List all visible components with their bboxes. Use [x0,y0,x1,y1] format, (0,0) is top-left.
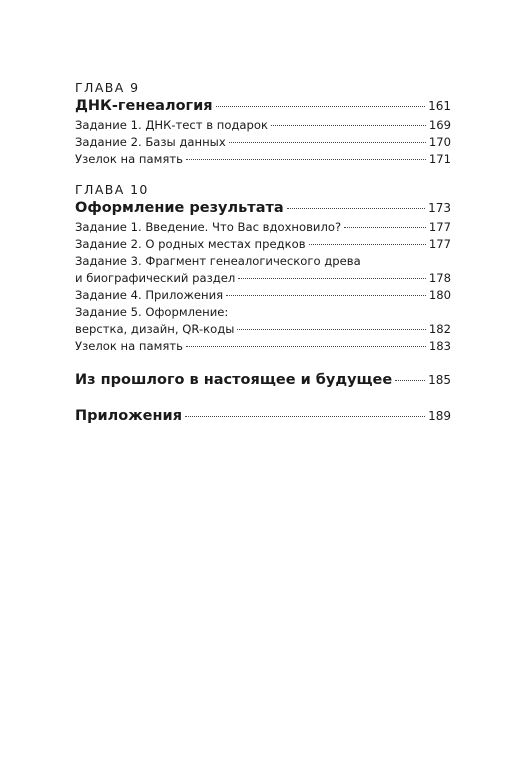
entry-title: Задание 1. ДНК-тест в подарок [75,118,268,132]
page-number: 185 [428,373,451,387]
chapter-10 [75,182,451,355]
page-number: 177 [428,220,451,234]
toc-entry[interactable] [75,287,451,304]
dot-leader [395,380,425,381]
dot-leader [186,159,426,160]
page-number: 189 [428,409,451,423]
chapter-9 [75,80,451,168]
chapter-title: Оформление результата [75,200,284,216]
chapter-label: ГЛАВА 9 [75,80,140,95]
page-number: 182 [428,322,451,336]
toc-entry[interactable] [75,117,451,134]
section-heading-future[interactable] [75,369,451,391]
entry-title: Узелок на память [75,152,183,166]
page-number: 173 [428,201,451,215]
toc-entry[interactable] [75,338,451,355]
dot-leader [344,227,426,228]
dot-leader [185,416,425,417]
entry-title-line1: Задание 3. Фрагмент генеалогического древа [75,254,361,268]
table-of-contents [75,80,451,427]
entry-title: Задание 1. Введение. Что Вас вдохновило? [75,220,342,234]
chapter-label: ГЛАВА 10 [75,182,149,197]
page-number: 161 [428,99,451,113]
dot-leader [237,329,425,330]
entry-title: Узелок на память [75,339,183,353]
dot-leader [238,278,426,279]
dot-leader [226,295,426,296]
dot-leader [309,244,426,245]
dot-leader [287,208,425,209]
dot-leader [216,106,425,107]
dot-leader [229,142,426,143]
entry-title: Задание 2. Базы данных [75,135,226,149]
entry-title: Задание 4. Приложения [75,288,224,302]
entry-title: и биографический раздел [75,271,236,285]
dot-leader [271,125,426,126]
dot-leader [186,346,426,347]
chapter-title: ДНК-генеалогия [75,98,213,114]
entry-title: Задание 2. О родных местах предков [75,237,306,251]
section-title: Из прошлого в настоящее и будущее [75,372,393,388]
page-number: 178 [428,271,451,285]
section-heading-appendix[interactable] [75,405,451,427]
entry-title-line1: Задание 5. Оформление: [75,305,229,319]
page-number: 183 [428,339,451,353]
page-number: 169 [428,118,451,132]
toc-entry-multiline[interactable] [75,304,451,338]
page-number: 177 [428,237,451,251]
entry-title: верстка, дизайн, QR-коды [75,322,235,336]
toc-entry[interactable] [75,151,451,168]
page-number: 180 [428,288,451,302]
chapter-heading[interactable] [75,95,451,117]
page-number: 170 [428,135,451,149]
toc-entry[interactable] [75,219,451,236]
section-title: Приложения [75,408,183,424]
toc-entry[interactable] [75,236,451,253]
page-number: 171 [428,152,451,166]
chapter-heading[interactable] [75,197,451,219]
toc-entry[interactable] [75,134,451,151]
toc-entry-multiline[interactable] [75,253,451,287]
